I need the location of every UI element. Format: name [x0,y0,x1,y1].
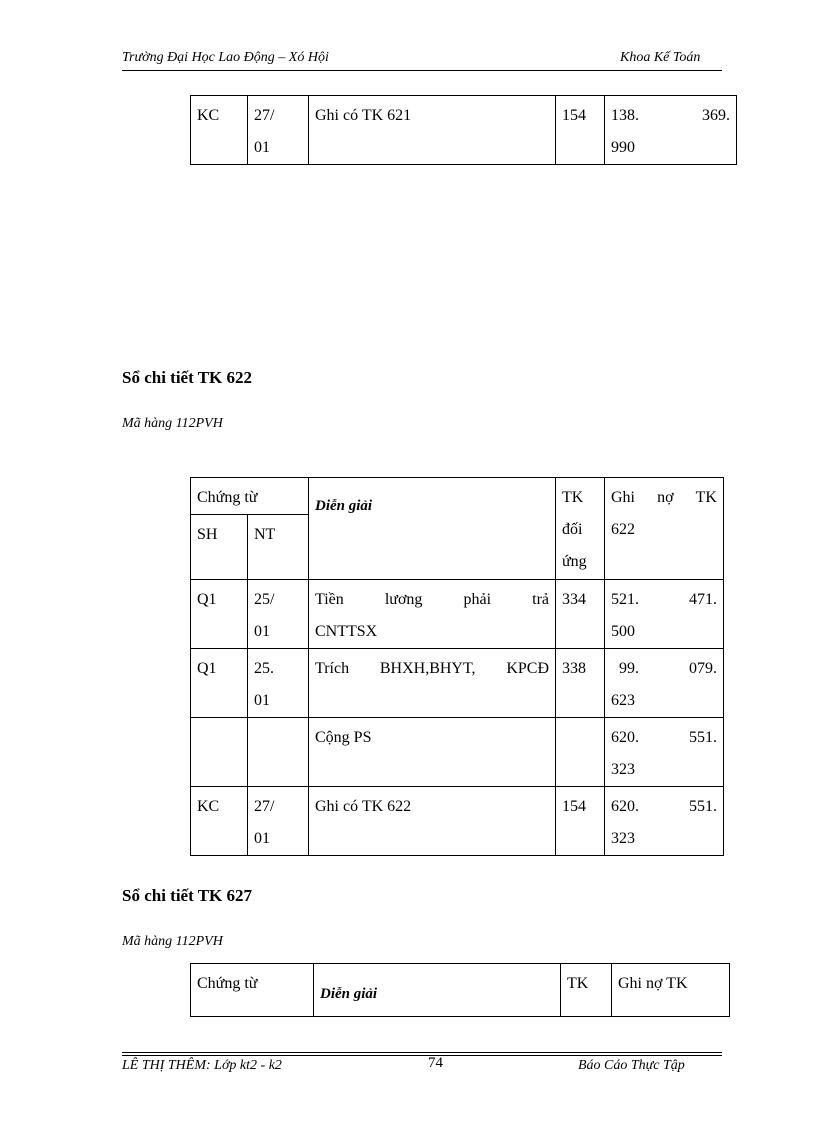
table-row [191,649,724,718]
nt-cell: 27/ 01 [248,96,309,165]
header-left: Trường Đại Học Lao Động – Xó Hội [122,50,329,65]
ghi-no-header: Ghi nợ TK 622 [605,478,724,580]
sh-header: SH [191,515,248,580]
description-cell: Cộng PS [309,718,556,787]
tk-cell: 338 [556,649,605,718]
table-header-row [191,964,730,1017]
table-row [191,96,737,165]
header-rule [122,70,722,71]
dien-giai-header: Diễn giải [309,478,556,580]
sh-cell: KC [191,787,248,856]
tk-cell [556,718,605,787]
nt-cell: 27/ 01 [248,787,309,856]
ghi-no-header: Ghi nợ TK [612,964,730,1017]
table-row [191,580,724,649]
section-subtitle-622: Mã hàng 112PVH [122,416,223,431]
table-row [191,787,724,856]
sh-cell: Q1 [191,649,248,718]
amount-cell: 99. 079. 623 [605,649,724,718]
tk621-continuation-table [190,95,737,165]
section-subtitle-627: Mã hàng 112PVH [122,934,223,949]
footer-report-title: Báo Cáo Thực Tập [578,1058,685,1073]
tk-doi-ung-header: TK đối ứng [556,478,605,580]
chung-tu-header: Chứng từ [191,964,314,1017]
amount-cell: 138. 369. 990 [605,96,737,165]
page-number: 74 [428,1055,443,1071]
dien-giai-header: Diễn giải [314,964,561,1017]
nt-cell [248,718,309,787]
description-cell: Ghi có TK 622 [309,787,556,856]
footer-rule-bottom [122,1055,722,1056]
description-cell: Ghi có TK 621 [309,96,556,165]
description-cell: Trích BHXH,BHYT, KPCĐ [309,649,556,718]
nt-cell: 25/ 01 [248,580,309,649]
tk-cell: 154 [556,787,605,856]
chung-tu-header: Chứng từ [191,478,309,515]
table-header-row [191,478,724,515]
tk-cell: 154 [556,96,605,165]
tk-header: TK [561,964,612,1017]
amount-cell: 620. 551. 323 [605,787,724,856]
sh-cell [191,718,248,787]
footer-author: LÊ THỊ THÊM: Lớp kt2 - k2 [122,1058,282,1073]
nt-cell: 25. 01 [248,649,309,718]
sh-cell: KC [191,96,248,165]
tk-cell: 334 [556,580,605,649]
sh-cell: Q1 [191,580,248,649]
footer-rule-top [122,1052,722,1053]
amount-cell: 521. 471. 500 [605,580,724,649]
header-right: Khoa Kế Toán [620,50,701,65]
amount-cell: 620. 551. 323 [605,718,724,787]
section-title-622: Sổ chi tiết TK 622 [122,368,253,387]
tk627-table [190,963,730,1017]
description-cell: Tiền lương phải trả CNTTSX [309,580,556,649]
table-row [191,718,724,787]
tk622-table [190,477,724,856]
nt-header: NT [248,515,309,580]
section-title-627: Sổ chi tiết TK 627 [122,886,253,905]
